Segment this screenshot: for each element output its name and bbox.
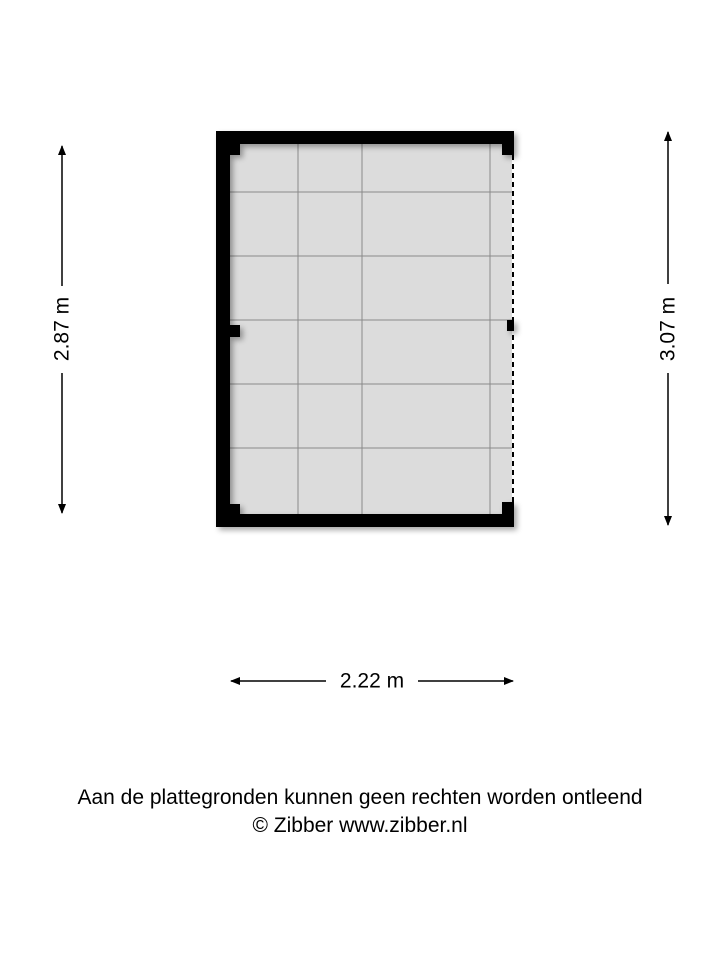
post-bottom-left [230,504,240,514]
dimension-left-label: 2.87 m [50,296,74,362]
dimension-bottom [231,670,513,693]
dimension-bottom-label: 2.22 m [339,669,405,693]
wall-bottom [216,514,514,527]
room [216,131,514,527]
disclaimer-text: Aan de plattegronden kunnen geen rechten worden ontleend [77,786,643,809]
wall-left [216,131,230,527]
post-top-right [502,144,514,155]
post-top-left [230,144,240,155]
post-mid-left [230,325,240,337]
dimension-right-label: 3.07 m [656,296,680,362]
dimension-right [657,132,680,525]
wall-top [216,131,514,144]
room-floor [230,144,512,514]
copyright-text: © Zibber www.zibber.nl [252,814,468,837]
post-bottom-right [502,502,514,514]
dimension-left [51,146,74,513]
